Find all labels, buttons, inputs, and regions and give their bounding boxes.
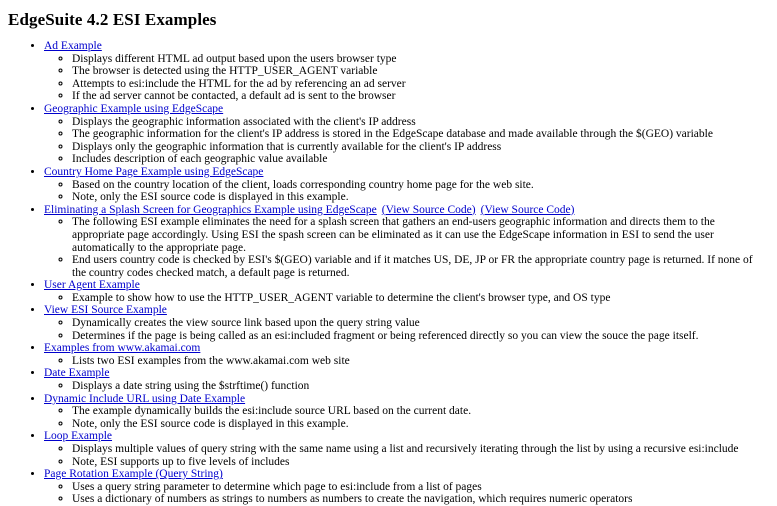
example-detail-item: ◦ Displays different HTML ad output based upon the users browser type [72,53,769,66]
example-detail-item: ◦ Uses a query string parameter to determine which page to esi:include from a list of pages [72,481,769,494]
example-detail-item: ◦ Displays multiple values of query string with the same name using a list and recursively iterating through the list by using a recursive esi:include [72,443,769,456]
example-detail-item: ◦ Attempts to esi:include the HTML for the ad by referencing an ad server [72,78,769,91]
example-link[interactable]: Country Home Page Example using EdgeScape [44,165,264,178]
example-detail-item: ◦ The browser is detected using the HTTP_USER_AGENT variable [72,65,769,78]
example-link[interactable]: Loop Example [44,430,113,443]
example-detail-item: ◦ Displays only the geographic information that is currently available for the client's IP address [72,141,769,154]
example-detail-item: ◦ Example to show how to use the HTTP_USER_AGENT variable to determine the client's browser type, and OS type [72,292,769,305]
example-entry [44,393,769,431]
example-link[interactable]: Examples from www.akamai.com [44,342,201,355]
example-detail-list [44,179,769,204]
example-link[interactable]: Eliminating a Splash Screen for Geographics Example using EdgeScape [44,203,377,216]
example-detail-item: ◦ Uses a dictionary of numbers as strings to numbers as numbers to create the navigation, which requires numeric operators [72,493,769,506]
example-link[interactable]: User Agent Example [44,279,140,292]
example-detail-item: ◦ Note, ESI supports up to five levels of includes [72,456,769,469]
example-link[interactable]: Dynamic Include URL using Date Example [44,392,246,405]
example-detail-item: ◦ Note, only the ESI source code is displayed in this example. [72,418,769,431]
example-entry [44,304,769,342]
example-detail-item: ◦ If the ad server cannot be contacted, a default ad is sent to the browser [72,90,769,103]
example-detail-item: ◦ Lists two ESI examples from the www.akamai.com web site [72,355,769,368]
example-link[interactable]: Geographic Example using EdgeScape [44,102,224,115]
example-detail-item: ◦ Includes description of each geographic value available [72,153,769,166]
page-title: EdgeSuite 4.2 ESI Examples [8,10,217,29]
example-link[interactable]: Date Example [44,367,110,380]
examples-list [8,40,769,506]
example-detail-item: ◦ Displays a date string using the $strftime() function [72,380,769,393]
example-detail-item: ◦ Note, only the ESI source code is displayed in this example. [72,191,769,204]
example-entry [44,430,769,468]
example-detail-list [44,355,769,368]
example-detail-list [44,380,769,393]
example-detail-item: ◦ Displays the geographic information associated with the client's IP address [72,116,769,129]
example-detail-list [44,481,769,506]
example-link[interactable]: Page Rotation Example (Query String) [44,468,223,481]
example-entry [44,342,769,367]
example-detail-item: ◦ Determines if the page is being called as an esi:included fragment or being referenced directly so you can view the souce the page itself. [72,330,769,343]
example-detail-list [44,116,769,166]
example-link[interactable]: View ESI Source Example [44,304,167,317]
example-detail-list [44,405,769,430]
example-detail-item: ◦ Dynamically creates the view source link based upon the query string value [72,317,769,330]
example-detail-list [44,292,769,305]
example-entry [44,367,769,392]
example-entry [44,103,769,166]
example-detail-item: ◦ End users country code is checked by ESI's $(GEO) variable and if it matches US, DE, JP or FR the appropriate country page is returned. If none of the country codes checked match, a default page is returned. [72,254,769,279]
example-detail-item: ◦ The following ESI example eliminates the need for a splash screen that gathers an end-users geographic information and directs them to the appropriate page accordingly. Using ESI the spash screen can be eliminated as it can use the EdgeScape information in ESI to send the user automatically to the appropriate page. [72,216,769,254]
example-entry [44,468,769,506]
example-detail-item: ◦ Based on the country location of the client, loads corresponding country home page for the web site. [72,179,769,192]
example-detail-list [44,443,769,468]
view-source-code-link[interactable]: (View Source Code) [381,203,476,216]
view-source-code-link[interactable]: (View Source Code) [480,203,575,216]
example-detail-list [44,216,769,279]
view-source-link-wrapper [481,204,575,216]
example-detail-list [44,53,769,103]
example-entry [44,279,769,304]
example-entry [44,204,769,280]
view-source-link-wrapper [382,204,476,216]
example-detail-item: ◦ The geographic information for the client's IP address is stored in the EdgeScape database and made available through the $(GEO) variable [72,128,769,141]
example-entry [44,40,769,103]
example-detail-list [44,317,769,342]
example-entry [44,166,769,204]
example-link[interactable]: Ad Example [44,40,102,52]
example-detail-item: ◦ The example dynamically builds the esi:include source URL based on the current date. [72,405,769,418]
